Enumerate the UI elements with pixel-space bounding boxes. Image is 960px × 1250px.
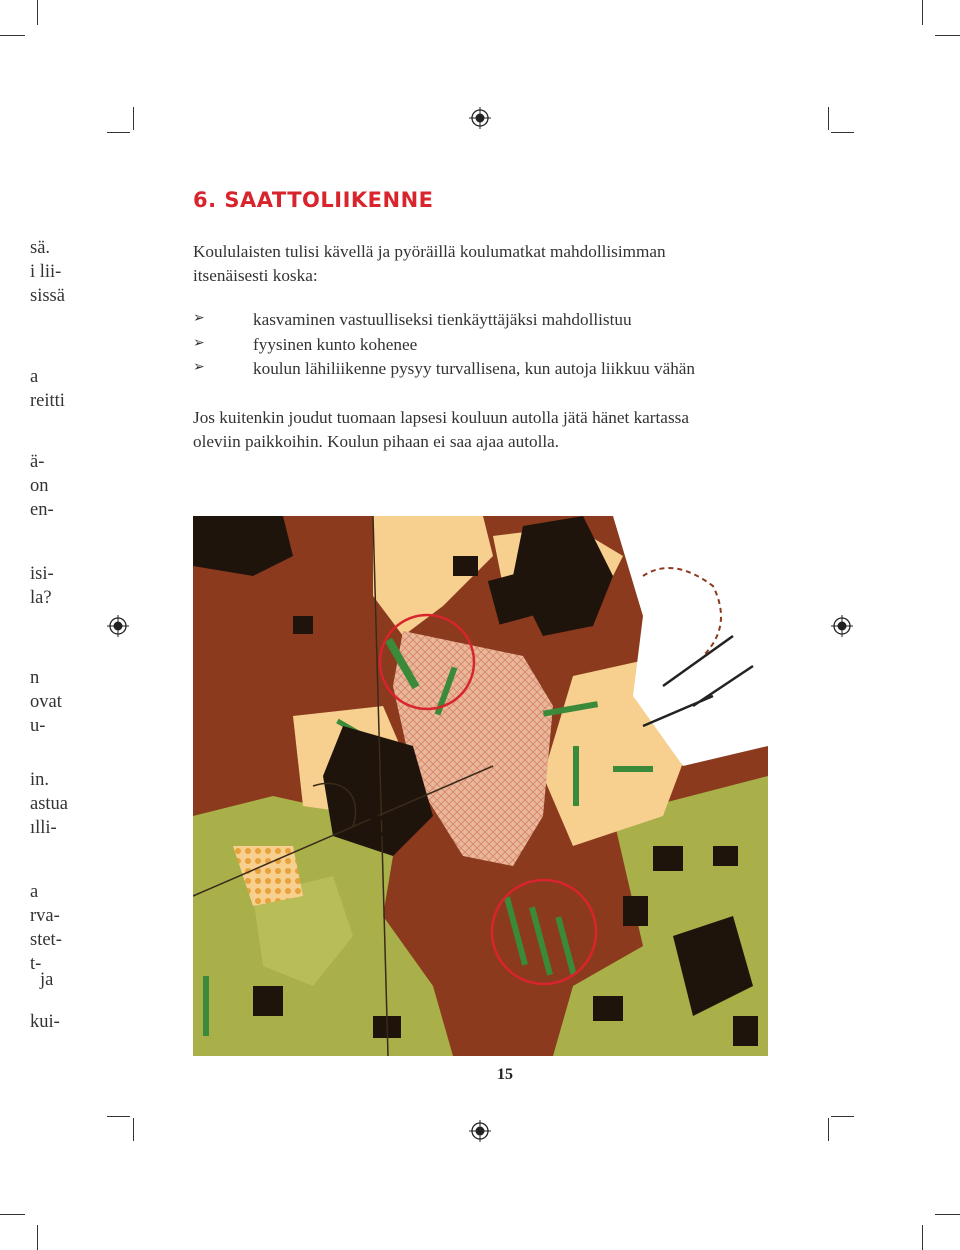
- registration-mark-icon: [831, 615, 853, 637]
- list-item: [193, 335, 793, 360]
- registration-mark-icon: [107, 615, 129, 637]
- crop-mark: [107, 1116, 130, 1117]
- edge-text-line: en-: [30, 500, 54, 520]
- edge-text-line: ja: [40, 970, 54, 990]
- edge-text-line: stet-: [30, 930, 62, 950]
- crop-mark: [922, 0, 923, 25]
- edge-text-line: a: [30, 367, 39, 387]
- dropoff-paragraph: [193, 406, 783, 453]
- edge-text-line: on: [30, 476, 49, 496]
- registration-mark-icon: [469, 107, 491, 129]
- intro-line: itsenäisesti koska:: [193, 265, 318, 285]
- reasons-list: [193, 310, 793, 384]
- crop-mark: [935, 1214, 960, 1215]
- crop-mark: [0, 1214, 25, 1215]
- arrow-bullet-icon: ➢: [193, 359, 205, 375]
- edge-text-line: astua: [30, 794, 69, 814]
- page-number: 15: [497, 1066, 513, 1083]
- edge-text-line: t-: [30, 954, 42, 974]
- arrow-bullet-icon: ➢: [193, 310, 205, 326]
- crop-mark: [133, 1118, 134, 1141]
- registration-mark-icon: [469, 1120, 491, 1142]
- crop-mark: [831, 132, 854, 133]
- list-item-text: fyysinen kunto kohenee: [253, 334, 418, 354]
- edge-text-line: a: [30, 882, 39, 902]
- section-title: 6. SAATTOLIIKENNE: [193, 188, 434, 212]
- list-item: [193, 310, 793, 335]
- crop-mark: [828, 1118, 829, 1141]
- edge-text-line: ovat: [30, 692, 62, 712]
- edge-text-line: u-: [30, 716, 46, 736]
- edge-text-line: i lii-: [30, 262, 62, 282]
- edge-text-line: kui-: [30, 1012, 60, 1032]
- list-item-text: koulun lähiliikenne pysyy turvallisena, kun autoja liikkuu vähän: [253, 359, 696, 378]
- crop-mark: [107, 132, 130, 133]
- intro-paragraph: [193, 240, 783, 287]
- crop-mark: [0, 35, 25, 36]
- school-area-map: [193, 516, 768, 1056]
- intro-line: Koululaisten tulisi kävellä ja pyöräillä koulumatkat mahdollisimman: [193, 242, 666, 261]
- edge-text-line: reitti: [30, 391, 65, 411]
- dropoff-line: Jos kuitenkin joudut tuomaan lapsesi kouluun autolla jätä hänet kartassa: [193, 408, 689, 427]
- edge-text-line: sissä: [30, 286, 65, 306]
- edge-text-line: rva-: [30, 906, 60, 926]
- crop-mark: [828, 107, 829, 130]
- list-item: [193, 359, 793, 384]
- adjacent-page-fragment: [30, 0, 92, 1250]
- edge-text-line: n: [30, 668, 40, 688]
- edge-text-line: in.: [30, 770, 50, 790]
- list-item-text: kasvaminen vastuulliseksi tienkäyttäjäksi mahdollistuu: [253, 310, 632, 329]
- edge-text-line: sä.: [30, 238, 51, 258]
- crop-mark: [922, 1225, 923, 1250]
- crop-mark: [831, 1116, 854, 1117]
- edge-text-line: ılli-: [30, 818, 57, 838]
- crop-mark: [133, 107, 134, 130]
- edge-text-line: isi-: [30, 564, 54, 584]
- dropoff-line: oleviin paikkoihin. Koulun pihaan ei saa ajaa autolla.: [193, 431, 560, 451]
- arrow-bullet-icon: ➢: [193, 334, 205, 351]
- edge-text-line: ä-: [30, 452, 45, 472]
- crop-mark: [935, 35, 960, 36]
- edge-text-line: la?: [30, 588, 52, 608]
